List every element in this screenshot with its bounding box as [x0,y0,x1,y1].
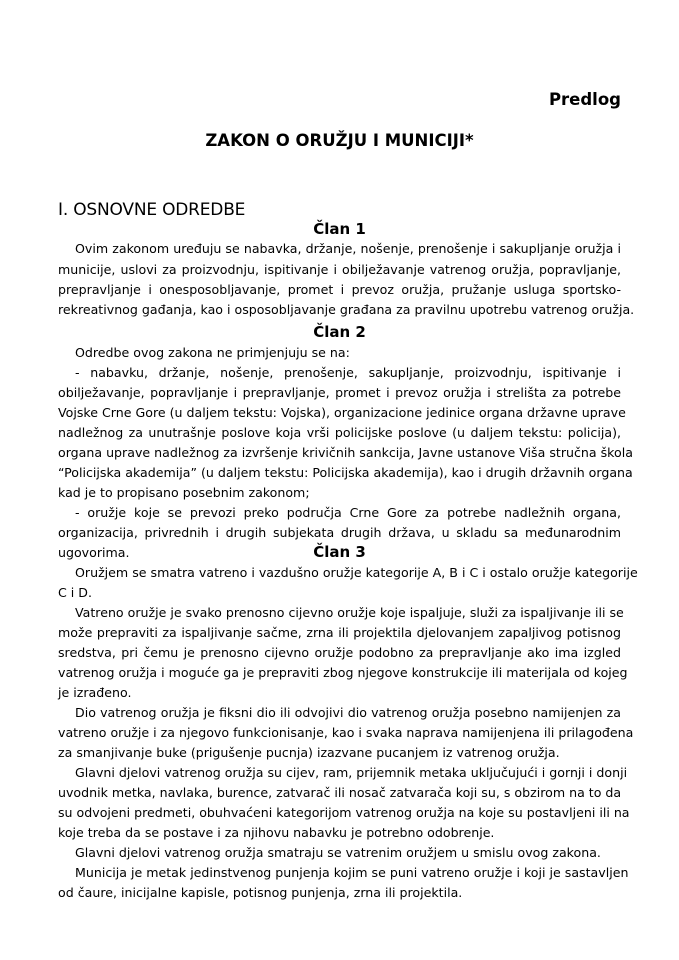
article-3-heading: Član 3 [313,543,366,561]
article-1-line: rekreativnog gađanja, kao i osposobljavanje građana za pravilnu upotrebu vatrenog oružja. [58,302,635,317]
article-2-line: Vojske Crne Gore (u daljem tekstu: Vojska), organizacione jedinice organa državne uprave [58,405,626,420]
section-heading: I. OSNOVNE ODREDBE [58,200,246,220]
article-3-line: sredstva, pri čemu je prenosno cijevno oružje podobno za prepravljanje ako ima izgled [58,645,621,660]
article-3-line: Glavni djelovi vatrenog oružja su cijev, ram, prijemnik metaka uključujući i gornji i donji [75,765,628,780]
article-3-line: Municija je metak jedinstvenog punjenja kojim se puni vatreno oružje i koji je sastavljen [75,865,629,880]
article-1-heading: Član 1 [313,220,366,238]
article-2-line: - oružje koje se prevozi preko područja Crne Gore za potrebe nadležnih organa, [75,505,621,520]
proposal-label: Predlog [548,90,621,109]
article-3-line: koje treba da se postave i za njihovu nabavku je potrebno odobrenje. [58,825,495,840]
article-2-heading: Član 2 [313,323,366,341]
article-3-line: Glavni djelovi vatrenog oružja smatraju se vatrenim oružjem u smislu ovog zakona. [75,845,601,860]
article-2-line: obilježavanje, popravljanje i prepravljanje, promet i prevoz oružja i strelišta za potrebe [58,385,621,400]
article-3-line: može prepraviti za ispaljivanje sačme, zrna ili projektila djelovanjem zapaljivog potisnog [58,625,621,640]
article-3-line: od čaure, inicijalne kapisle, potisnog punjenja, zrna ili projektila. [58,885,463,900]
article-3-line: Vatreno oružje je svako prenosno cijevno oružje koje ispaljuje, služi za ispaljivanje ili se [75,605,624,620]
article-3-line: vatreno oružje i za njegovo funkcionisanje, kao i svaka naprava namijenjena ili prilagođena [58,725,634,740]
article-2-line: nadležnog za unutrašnje poslove koja vrši policijske poslove (u daljem tekstu: policija), [58,425,621,440]
article-2-line: kad je to propisano posebnim zakonom; [58,485,310,500]
article-2-line: organa uprave nadležnog za izvršenje krivičnih sankcija, Javne ustanove Viša stručna škola [58,445,633,460]
article-3-line: Oružjem se smatra vatreno i vazdušno oružje kategorije A, B i C i ostalo oružje kategorije [75,565,638,580]
article-3-line: uvodnik metka, navlaka, burence, zatvarač ili nosač zatvarača koji su, s obzirom na to da [58,785,622,800]
article-1-line: Ovim zakonom uređuju se nabavka, držanje, nošenje, prenošenje i sakupljanje oružja i [75,241,621,256]
article-3-line: je izrađeno. [58,685,132,700]
article-3-line: za smanjivanje buke (prigušenje pucnja) izazvane pucanjem iz vatrenog oružja. [58,745,560,760]
article-1-line: municije, uslovi za proizvodnju, ispitivanje i obilježavanje vatrenog oružja, popravljanje, [58,262,621,277]
article-3-line: C i D. [58,585,92,600]
article-3-line: vatrenog oružja i moguće ga je prepraviti zbog njegove konstrukcije ili materijala od kojeg [58,665,628,680]
article-2-line: ugovorima. [58,545,130,560]
article-2-line: “Policijska akademija” (u daljem tekstu: Policijska akademija), kao i drugih državnih organa [58,465,633,480]
article-2-line: Odredbe ovog zakona ne primjenjuju se na: [75,345,350,360]
article-3-line: Dio vatrenog oružja je fiksni dio ili odvojivi dio vatrenog oružja posebno namijenjen za [75,705,621,720]
law-title: ZAKON O ORUŽJU I MUNICIJI* [205,131,474,150]
article-2-line: organizacija, privrednih i drugih subjekata drugih država, u skladu sa međunarodnim [58,525,621,540]
article-3-line: su odvojeni predmeti, obuhvaćeni kategorijom vatrenog oružja na koje su postavljeni ili na [58,805,630,820]
article-2-line: - nabavku, držanje, nošenje, prenošenje, sakupljanje, proizvodnju, ispitivanje i [75,365,621,380]
article-1-line: prepravljanje i onesposobljavanje, promet i prevoz oružja, pružanje usluga sportsko- [58,282,621,297]
